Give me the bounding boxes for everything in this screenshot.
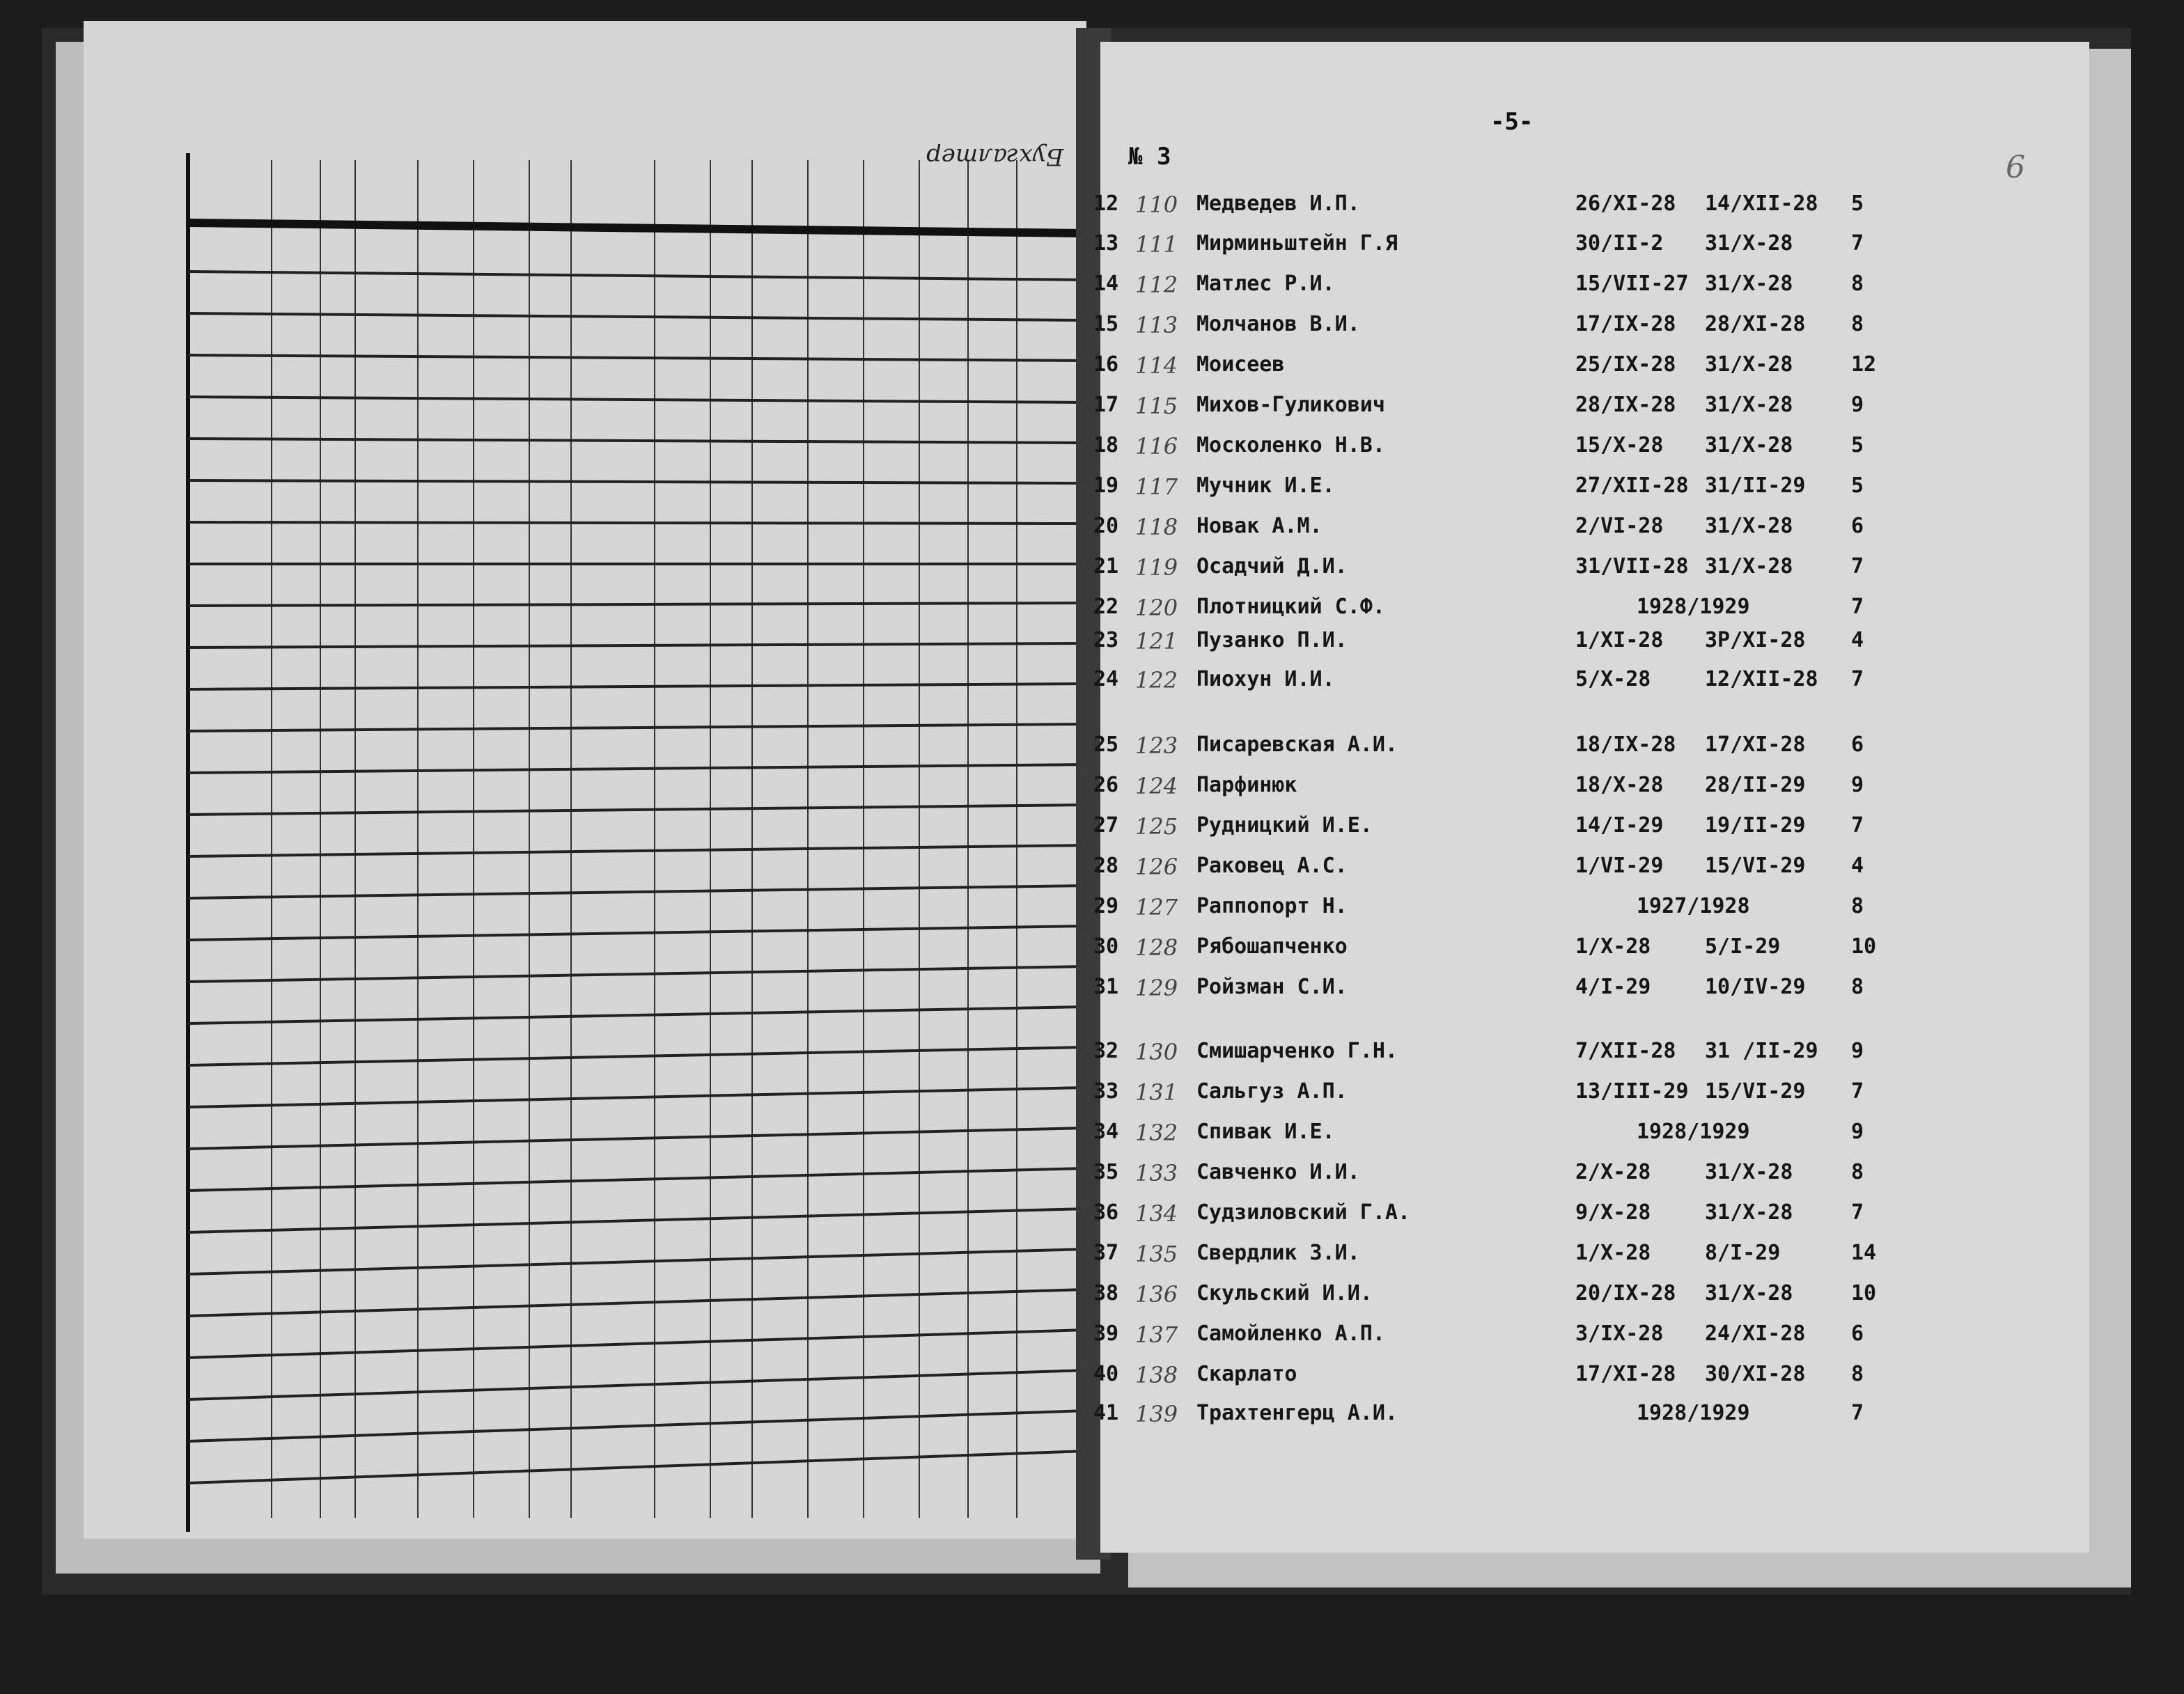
row-period: 1928/1929 (1637, 595, 1750, 619)
row-count: 14 (1851, 1241, 1877, 1265)
row-name: Раппопорт Н. (1196, 894, 1348, 918)
row-seq: 41 (1093, 1401, 1119, 1425)
list-item (1086, 514, 1864, 550)
row-end-date: 19/II-29 (1705, 813, 1806, 838)
row-seq: 27 (1093, 813, 1119, 838)
row-end-date: 8/I-29 (1705, 1241, 1781, 1265)
row-seq: 31 (1093, 975, 1119, 999)
row-end-date: 31/X-28 (1705, 514, 1793, 538)
list-item (1086, 1281, 1877, 1317)
list-item (1086, 773, 1864, 809)
row-number: 132 (1135, 1120, 1178, 1146)
row-seq: 35 (1093, 1160, 1119, 1184)
list-item (1086, 1322, 1864, 1358)
row-name: Раковец А.С. (1196, 854, 1348, 878)
row-end-date: 28/II-29 (1705, 773, 1806, 797)
list-item (1086, 554, 1864, 590)
row-start-date: 26/XI-28 (1575, 191, 1676, 216)
row-count: 5 (1851, 473, 1864, 498)
row-number: 130 (1135, 1039, 1178, 1065)
column-heading: № 3 (1128, 143, 1171, 171)
row-number: 115 (1135, 393, 1178, 419)
row-seq: 15 (1093, 312, 1119, 336)
row-start-date: 2/X-28 (1575, 1160, 1651, 1184)
row-count: 8 (1851, 1160, 1864, 1184)
row-seq: 29 (1093, 894, 1119, 918)
row-seq: 33 (1093, 1079, 1119, 1104)
row-count: 9 (1851, 1039, 1864, 1063)
row-name: Ройзман С.И. (1196, 975, 1348, 999)
row-number: 117 (1135, 473, 1178, 500)
row-end-date: 15/VI-29 (1705, 854, 1806, 878)
row-seq: 16 (1093, 352, 1119, 377)
row-number: 125 (1135, 813, 1178, 840)
row-count: 7 (1851, 813, 1864, 838)
row-start-date: 18/IX-28 (1575, 732, 1676, 757)
row-start-date: 15/X-28 (1575, 433, 1664, 457)
row-count: 6 (1851, 732, 1864, 757)
row-seq: 38 (1093, 1281, 1119, 1305)
row-number: 114 (1135, 352, 1178, 379)
row-count: 9 (1851, 393, 1864, 417)
row-number: 120 (1135, 595, 1178, 621)
row-seq: 40 (1093, 1362, 1119, 1386)
row-start-date: 17/XI-28 (1575, 1362, 1676, 1386)
row-name: Молчанов В.И. (1196, 312, 1360, 336)
row-count: 8 (1851, 975, 1864, 999)
list-item (1086, 191, 1864, 228)
row-name: Скульский И.И. (1196, 1281, 1373, 1305)
row-name: Мирминьштейн Г.Я (1196, 231, 1398, 256)
row-start-date: 5/X-28 (1575, 667, 1651, 691)
row-number: 123 (1135, 732, 1178, 759)
list-item (1086, 1200, 1864, 1237)
row-name: Плотницкий С.Ф. (1196, 595, 1385, 619)
row-seq: 24 (1093, 667, 1119, 691)
row-count: 8 (1851, 1362, 1864, 1386)
list-item (1086, 1079, 1864, 1115)
row-seq: 30 (1093, 934, 1119, 959)
row-count: 7 (1851, 554, 1864, 579)
row-end-date: 17/XI-28 (1705, 732, 1806, 757)
row-number: 124 (1135, 773, 1178, 799)
row-name: Скарлато (1196, 1362, 1297, 1386)
row-seq: 18 (1093, 433, 1119, 457)
row-end-date: 31/X-28 (1705, 1281, 1793, 1305)
row-seq: 23 (1093, 628, 1119, 652)
row-number: 126 (1135, 854, 1178, 880)
list-item (1086, 813, 1864, 849)
row-number: 119 (1135, 554, 1178, 581)
row-name: Пузанко П.И. (1196, 628, 1348, 652)
row-seq: 25 (1093, 732, 1119, 757)
row-seq: 28 (1093, 854, 1119, 878)
list-item (1086, 352, 1877, 389)
row-start-date: 27/XII-28 (1575, 473, 1689, 498)
row-name: Смишарченко Г.Н. (1196, 1039, 1398, 1063)
row-count: 7 (1851, 667, 1864, 691)
row-seq: 32 (1093, 1039, 1119, 1063)
row-count: 5 (1851, 433, 1864, 457)
row-end-date: 31/X-28 (1705, 433, 1793, 457)
list-item (1086, 1160, 1864, 1196)
row-name: Пиохун И.И. (1196, 667, 1335, 691)
row-count: 4 (1851, 854, 1864, 878)
list-item (1086, 231, 1864, 267)
row-seq: 14 (1093, 272, 1119, 296)
list-item (1086, 975, 1864, 1011)
row-count: 7 (1851, 595, 1864, 619)
list-item (1086, 732, 1864, 769)
row-name: Рябошапченко (1196, 934, 1348, 959)
row-count: 7 (1851, 1200, 1864, 1225)
row-number: 112 (1135, 272, 1178, 298)
row-start-date: 17/IX-28 (1575, 312, 1676, 336)
row-seq: 12 (1093, 191, 1119, 216)
row-name: Медведев И.П. (1196, 191, 1360, 216)
row-start-date: 31/VII-28 (1575, 554, 1689, 579)
list-item (1086, 1039, 1864, 1075)
row-start-date: 20/IX-28 (1575, 1281, 1676, 1305)
row-count: 6 (1851, 514, 1864, 538)
list-item (1086, 1362, 1864, 1398)
list-item (1086, 1241, 1877, 1277)
row-seq: 37 (1093, 1241, 1119, 1265)
left-page (84, 21, 1086, 1539)
row-name: Писаревская А.И. (1196, 732, 1398, 757)
row-number: 138 (1135, 1362, 1178, 1388)
row-name: Самойленко А.П. (1196, 1322, 1385, 1346)
row-number: 135 (1135, 1241, 1178, 1267)
row-start-date: 15/VII-27 (1575, 272, 1689, 296)
row-name: Сальгуз А.П. (1196, 1079, 1348, 1104)
row-count: 12 (1851, 352, 1877, 377)
row-number: 111 (1135, 231, 1178, 258)
row-end-date: 12/XII-28 (1705, 667, 1818, 691)
row-seq: 19 (1093, 473, 1119, 498)
row-start-date: 1/X-28 (1575, 1241, 1651, 1265)
row-name: Свердлик З.И. (1196, 1241, 1360, 1265)
row-end-date: 24/XI-28 (1705, 1322, 1806, 1346)
row-name: Осадчий Д.И. (1196, 554, 1348, 579)
row-end-date: 31/X-28 (1705, 352, 1793, 377)
row-count: 5 (1851, 191, 1864, 216)
row-name: Спивак И.Е. (1196, 1120, 1335, 1144)
row-end-date: 15/VI-29 (1705, 1079, 1806, 1104)
row-start-date: 1/VI-29 (1575, 854, 1664, 878)
row-number: 137 (1135, 1322, 1178, 1348)
row-seq: 26 (1093, 773, 1119, 797)
row-number: 129 (1135, 975, 1178, 1001)
row-seq: 36 (1093, 1200, 1119, 1225)
list-item (1086, 272, 1864, 308)
row-name: Парфинюк (1196, 773, 1297, 797)
left-page-header: Бухгалтер (926, 143, 1064, 171)
row-end-date: 5/I-29 (1705, 934, 1781, 959)
row-count: 7 (1851, 1401, 1864, 1425)
row-seq: 22 (1093, 595, 1119, 619)
row-name: Мучник И.Е. (1196, 473, 1335, 498)
row-count: 8 (1851, 894, 1864, 918)
row-end-date: 31/II-29 (1705, 473, 1806, 498)
row-start-date: 13/III-29 (1575, 1079, 1689, 1104)
row-count: 8 (1851, 272, 1864, 296)
row-end-date: 31/X-28 (1705, 231, 1793, 256)
list-item (1086, 312, 1864, 348)
row-count: 9 (1851, 773, 1864, 797)
row-number: 133 (1135, 1160, 1178, 1186)
row-number: 128 (1135, 934, 1178, 961)
row-number: 136 (1135, 1281, 1178, 1308)
row-name: Савченко И.И. (1196, 1160, 1360, 1184)
row-end-date: 31/X-28 (1705, 272, 1793, 296)
list-item (1086, 473, 1864, 510)
row-count: 6 (1851, 1322, 1864, 1346)
row-name: Рудницкий И.Е. (1196, 813, 1373, 838)
row-start-date: 4/I-29 (1575, 975, 1651, 999)
row-end-date: 31/X-28 (1705, 1160, 1793, 1184)
row-seq: 13 (1093, 231, 1119, 256)
page-number: -5- (1490, 108, 1534, 136)
row-start-date: 1/X-28 (1575, 934, 1651, 959)
row-period: 1928/1929 (1637, 1120, 1750, 1144)
list-item (1086, 595, 1864, 631)
row-end-date: 10/IV-29 (1705, 975, 1806, 999)
list-item (1086, 393, 1864, 429)
row-seq: 34 (1093, 1120, 1119, 1144)
row-name: Новак А.М. (1196, 514, 1323, 538)
row-count: 10 (1851, 1281, 1877, 1305)
row-end-date: 14/XII-28 (1705, 191, 1818, 216)
row-number: 131 (1135, 1079, 1178, 1106)
corner-page-mark: 6 (2006, 150, 2025, 185)
row-number: 134 (1135, 1200, 1178, 1227)
row-end-date: 28/XI-28 (1705, 312, 1806, 336)
row-number: 127 (1135, 894, 1178, 920)
row-seq: 21 (1093, 554, 1119, 579)
row-end-date: 31 /II-29 (1705, 1039, 1818, 1063)
row-number: 110 (1135, 191, 1178, 218)
row-end-date: 31/X-28 (1705, 1200, 1793, 1225)
row-period: 1927/1928 (1637, 894, 1750, 918)
list-item (1086, 934, 1877, 971)
row-end-date: 3P/XI-28 (1705, 628, 1806, 652)
row-seq: 39 (1093, 1322, 1119, 1346)
row-count: 8 (1851, 312, 1864, 336)
list-item (1086, 894, 1864, 930)
row-count: 7 (1851, 231, 1864, 256)
row-name: Судзиловский Г.А. (1196, 1200, 1411, 1225)
row-name: Трахтенгерц А.И. (1196, 1401, 1398, 1425)
row-start-date: 14/I-29 (1575, 813, 1664, 838)
row-seq: 20 (1093, 514, 1119, 538)
row-start-date: 30/II-2 (1575, 231, 1664, 256)
row-start-date: 7/XII-28 (1575, 1039, 1676, 1063)
row-end-date: 31/X-28 (1705, 393, 1793, 417)
list-item (1086, 1120, 1864, 1156)
row-end-date: 31/X-28 (1705, 554, 1793, 579)
row-start-date: 18/X-28 (1575, 773, 1664, 797)
row-seq: 17 (1093, 393, 1119, 417)
row-start-date: 25/IX-28 (1575, 352, 1676, 377)
list-item (1086, 433, 1864, 469)
ledger-grid (84, 21, 1086, 1539)
row-name: Матлес Р.И. (1196, 272, 1335, 296)
row-start-date: 28/IX-28 (1575, 393, 1676, 417)
row-start-date: 2/VI-28 (1575, 514, 1664, 538)
row-end-date: 30/XI-28 (1705, 1362, 1806, 1386)
row-name: Моисеев (1196, 352, 1285, 377)
row-period: 1928/1929 (1637, 1401, 1750, 1425)
list-item (1086, 1401, 1864, 1437)
row-count: 4 (1851, 628, 1864, 652)
row-start-date: 3/IX-28 (1575, 1322, 1664, 1346)
list-item (1086, 854, 1864, 890)
row-start-date: 1/XI-28 (1575, 628, 1664, 652)
row-start-date: 9/X-28 (1575, 1200, 1651, 1225)
row-number: 139 (1135, 1401, 1178, 1427)
row-name: Михов-Гуликович (1196, 393, 1385, 417)
row-count: 10 (1851, 934, 1877, 959)
row-number: 116 (1135, 433, 1178, 460)
row-number: 122 (1135, 667, 1178, 693)
row-number: 118 (1135, 514, 1178, 540)
row-count: 7 (1851, 1079, 1864, 1104)
list-item (1086, 628, 1864, 664)
row-number: 113 (1135, 312, 1178, 338)
row-name: Москоленко Н.В. (1196, 433, 1385, 457)
list-item (1086, 667, 1864, 703)
row-count: 9 (1851, 1120, 1864, 1144)
row-number: 121 (1135, 628, 1178, 654)
